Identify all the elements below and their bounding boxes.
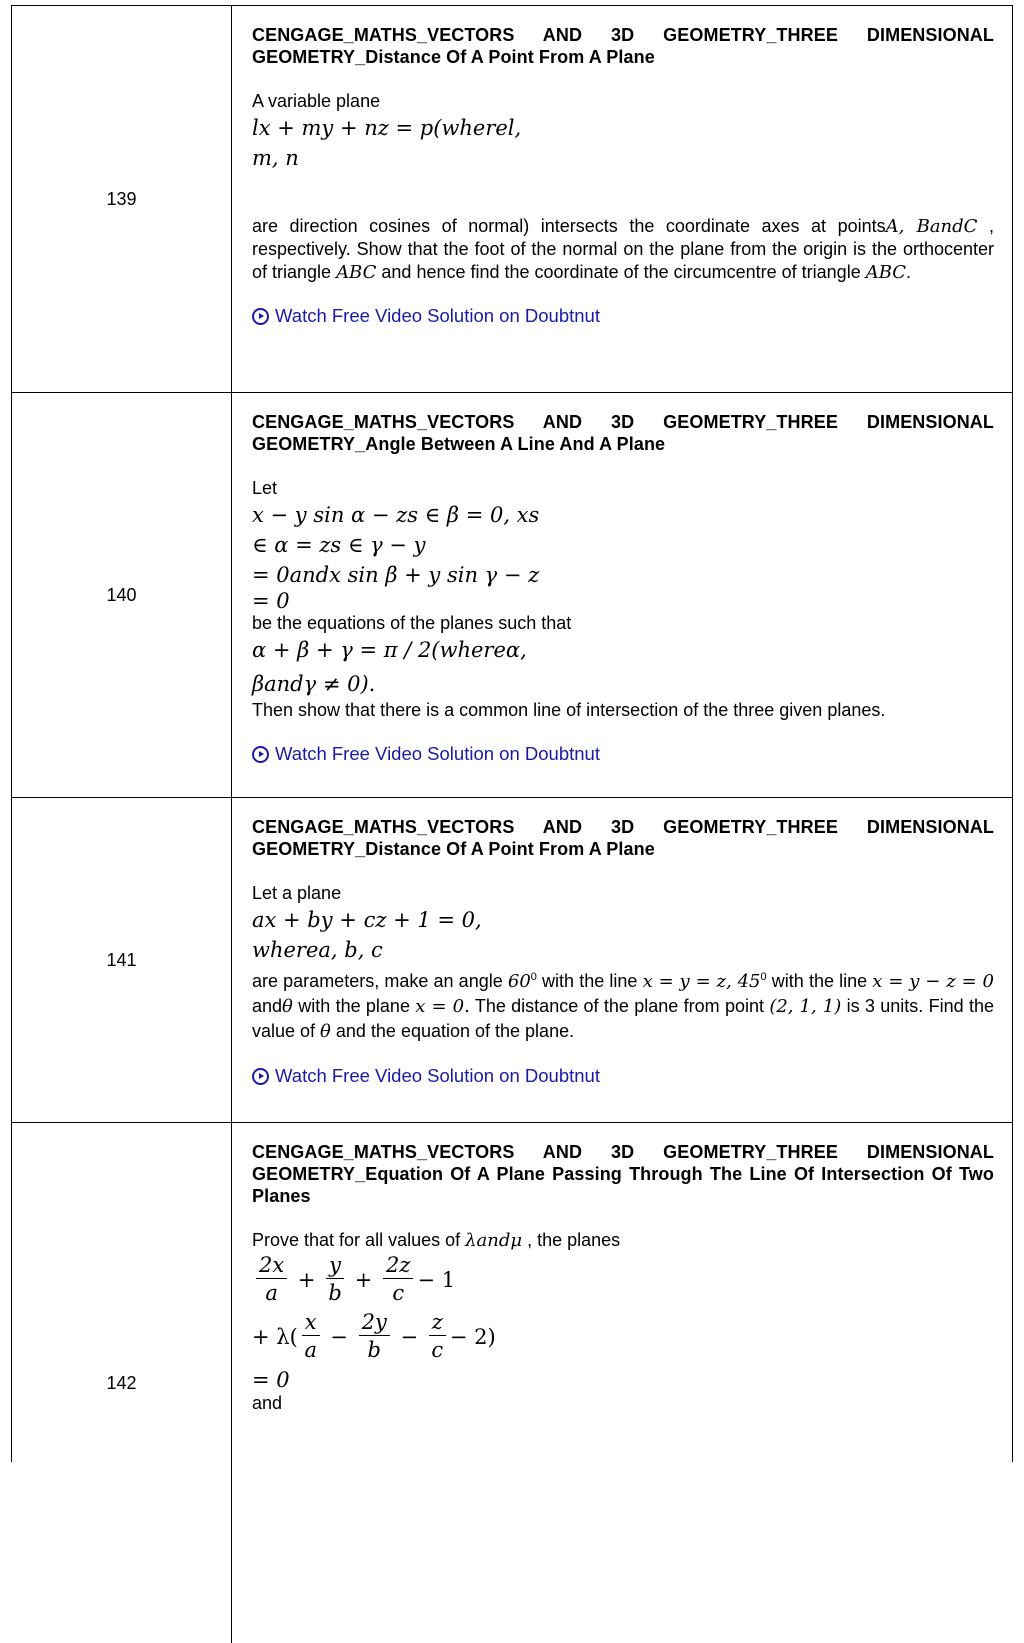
math-line: x − y sin α − zs ∈ β = 0, xs	[252, 503, 540, 527]
question-intro: Prove that for all values of λandμ , the planes	[252, 1230, 621, 1251]
math-line: m, n	[252, 146, 299, 170]
math-line: = 0andx sin β + y sin γ − z	[252, 563, 540, 587]
question-intro: Let	[252, 478, 278, 498]
question-body: be the equations of the planes such that	[252, 613, 572, 633]
math-line: βandγ ≠ 0).	[252, 672, 376, 696]
play-circle-icon	[252, 746, 269, 763]
question-number: 139	[12, 6, 232, 393]
question-row-142	[11, 1122, 1013, 1462]
math-line: α + β + γ = π / 2(whereα,	[252, 638, 527, 662]
question-title: CENGAGE_MATHS_VECTORS AND 3D GEOMETRY_THREE DIMENSIONAL GEOMETRY_Angle Between A Line And A Plane	[252, 412, 994, 454]
question-number: 142	[12, 1123, 232, 1643]
question-title: CENGAGE_MATHS_VECTORS AND 3D GEOMETRY_THREE DIMENSIONAL GEOMETRY_Distance Of A Point From A Plane	[252, 817, 994, 859]
question-row-141	[11, 797, 1013, 1123]
watch-video-label[interactable]: Watch Free Video Solution on Doubtnut	[275, 1065, 600, 1086]
question-content	[252, 393, 994, 766]
math-line: ∈ α = zs ∈ γ − y	[252, 533, 426, 557]
watch-video-label[interactable]: Watch Free Video Solution on Doubtnut	[275, 743, 600, 764]
question-number: 140	[12, 393, 232, 798]
watch-video-link[interactable]	[252, 304, 994, 328]
question-intro: Let a plane	[252, 883, 342, 903]
question-body: are parameters, make an angle $60^0$ with the line x = y = z, $45^0$ with the line x = y − z = 0 andθ with the plane x = 0. The distance of the plane from point (2, 1, 1) is 3 units. Find the value of θ and the equation of the plane.	[252, 971, 995, 1042]
watch-video-link[interactable]	[252, 742, 994, 766]
math-line: lx + my + nz = p(wherel,	[252, 116, 522, 140]
math-line: wherea, b, c	[252, 938, 383, 962]
play-circle-icon	[252, 308, 269, 325]
question-content	[252, 1123, 994, 1415]
question-row-140	[11, 392, 1013, 798]
play-circle-icon	[252, 1068, 269, 1085]
math-equation: $\frac{2x}{a}$ + $\frac{y}{b}$ + $\frac{2z}{c}$ − 1	[252, 1252, 994, 1307]
question-title: CENGAGE_MATHS_VECTORS AND 3D GEOMETRY_THREE DIMENSIONAL GEOMETRY_Equation Of A Plane Passing Through The Line Of Intersection Of Two Planes	[252, 1142, 994, 1206]
question-body: Then show that there is a common line of intersection of the three given planes.	[252, 700, 886, 720]
math-equation: + λ( $\frac{x}{a}$ − $\frac{2y}{b}$ − $\frac{z}{c}$ − 2)	[252, 1310, 496, 1362]
question-body: are direction cosines of normal) intersects the coordinate axes at pointsA, BandC , respectively. Show that the foot of the normal on the plane from the origin is the orthocenter of triangle ABC and hence find the coordinate of the circumcentre of triangle ABC.	[252, 216, 994, 283]
math-line: = 0	[252, 1368, 290, 1392]
question-body: and	[252, 1393, 283, 1413]
question-intro: A variable plane	[252, 91, 381, 111]
question-row-139	[11, 5, 1013, 393]
question-content	[252, 798, 994, 1088]
question-number: 141	[12, 798, 232, 1123]
math-line: = 0	[252, 589, 290, 613]
watch-video-label[interactable]: Watch Free Video Solution on Doubtnut	[275, 305, 600, 326]
math-line: ax + by + cz + 1 = 0,	[252, 908, 482, 932]
question-content	[252, 6, 994, 328]
watch-video-link[interactable]	[252, 1064, 994, 1088]
question-title: CENGAGE_MATHS_VECTORS AND 3D GEOMETRY_THREE DIMENSIONAL GEOMETRY_Distance Of A Point From A Plane	[252, 25, 994, 67]
